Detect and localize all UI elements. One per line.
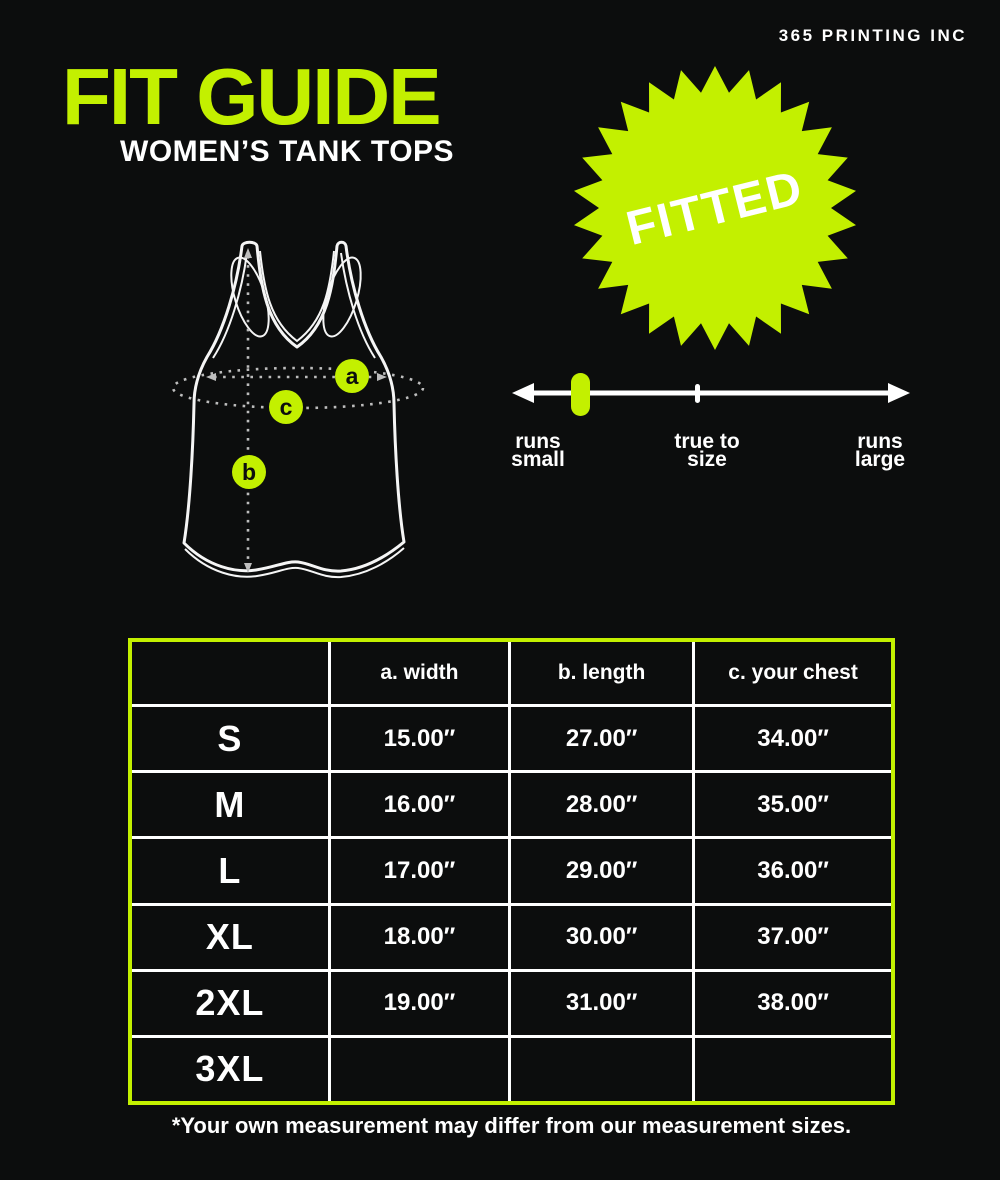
size-label: M <box>132 773 328 836</box>
width-value: 16.00″ <box>331 773 508 836</box>
length-value: 28.00″ <box>511 773 692 836</box>
point-b-label: b <box>241 459 257 485</box>
length-value: 31.00″ <box>511 972 692 1035</box>
size-label: 3XL <box>132 1038 328 1101</box>
page-subtitle: WOMEN’S TANK TOPS <box>120 135 455 168</box>
length-value <box>511 1038 692 1101</box>
measurement-points <box>232 359 369 489</box>
size-label: L <box>132 839 328 902</box>
scale-label-runs-large <box>835 430 925 471</box>
page-title: FIT GUIDE <box>62 52 440 141</box>
width-value: 17.00″ <box>331 839 508 902</box>
scale-label-true-to-size <box>662 430 752 471</box>
scale-left-arrow-icon <box>512 383 534 403</box>
scale-label-runs-small <box>493 430 583 471</box>
scale-right-arrow-icon <box>888 383 910 403</box>
length-value: 30.00″ <box>511 906 692 969</box>
width-value: 19.00″ <box>331 972 508 1035</box>
table-corner-cell <box>132 642 328 704</box>
runs-large-line2: large <box>854 448 906 471</box>
chest-value: 35.00″ <box>695 773 891 836</box>
point-c-label: c <box>279 394 293 420</box>
chest-value <box>695 1038 891 1101</box>
width-value: 15.00″ <box>331 707 508 770</box>
fitted-badge <box>565 58 865 358</box>
fit-marker <box>571 373 590 416</box>
column-header-chest: c. your chest <box>695 642 891 704</box>
column-header-length: b. length <box>511 642 692 704</box>
length-value: 29.00″ <box>511 839 692 902</box>
true-to-size-line1: true to <box>674 430 740 453</box>
runs-small-line2: small <box>511 448 565 471</box>
size-label: S <box>132 707 328 770</box>
length-value: 27.00″ <box>511 707 692 770</box>
chest-value: 36.00″ <box>695 839 891 902</box>
chest-value: 34.00″ <box>695 707 891 770</box>
brand-text: 365 PRINTING INC <box>778 26 967 45</box>
size-table <box>128 638 895 1105</box>
chest-value: 37.00″ <box>695 906 891 969</box>
size-label: 2XL <box>132 972 328 1035</box>
point-a-label: a <box>345 363 359 389</box>
tank-top-diagram <box>150 235 425 585</box>
runs-large-line1: runs <box>857 430 903 453</box>
true-to-size-tick <box>695 384 700 403</box>
measurement-disclaimer: *Your own measurement may differ from our measurement sizes. <box>171 1113 852 1138</box>
column-header-width: a. width <box>331 642 508 704</box>
chest-value: 38.00″ <box>695 972 891 1035</box>
fitted-badge-label: FITTED <box>621 161 809 256</box>
true-to-size-line2: size <box>687 448 727 471</box>
size-label: XL <box>132 906 328 969</box>
width-value: 18.00″ <box>331 906 508 969</box>
runs-small-line1: runs <box>515 430 561 453</box>
width-value <box>331 1038 508 1101</box>
